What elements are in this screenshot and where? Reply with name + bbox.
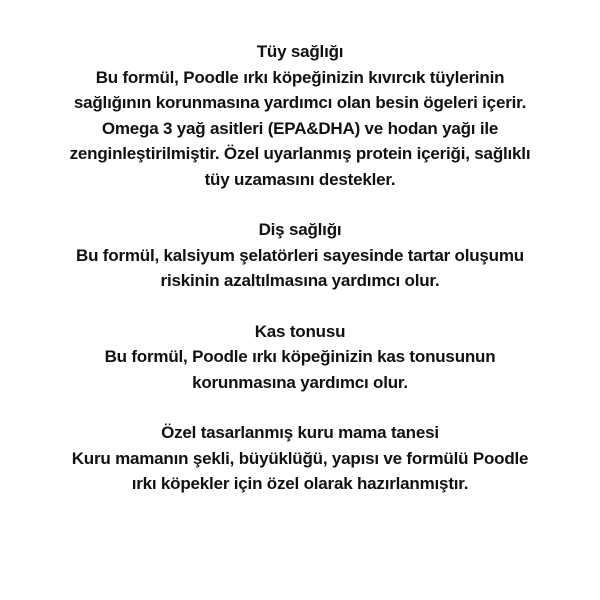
- body-line: Kuru mamanın şekli, büyüklüğü, yapısı ve formülü Poodle: [71, 448, 529, 468]
- body-line: sağlığının korunmasına yardımcı olan besin ögeleri içerir.: [73, 93, 527, 112]
- section-kibble: [0, 420, 600, 497]
- body-line: zenginleştirilmiştir. Özel uyarlanmış protein içeriği, sağlıklı: [69, 144, 531, 163]
- body-line: Bu formül, kalsiyum şelatörleri sayesinde tartar oluşumu: [76, 245, 524, 265]
- body-line: korunmasına yardımcı olur.: [192, 372, 408, 392]
- body-line: ırkı köpekler için özel olarak hazırlanmıştır.: [131, 474, 469, 493]
- section-title: Tüy sağlığı: [256, 42, 344, 61]
- section-muscle-tone: [0, 319, 600, 396]
- body-line: riskinin azaltılmasına yardımcı olur.: [160, 271, 440, 290]
- body-line: Bu formül, Poodle ırkı köpeğinizin kas tonusunun: [104, 347, 496, 366]
- section-coat-health: [0, 39, 600, 192]
- section-title: Diş sağlığı: [258, 220, 342, 239]
- body-line: tüy uzamasını destekler.: [204, 169, 396, 189]
- section-title: Kas tonusu: [254, 321, 346, 341]
- body-line: Omega 3 yağ asitleri (EPA&DHA) ve hodan yağı ile: [101, 118, 499, 138]
- body-line: Bu formül, Poodle ırkı köpeğinizin kıvırcık tüylerinin: [95, 67, 505, 87]
- section-dental-health: [0, 217, 600, 294]
- section-title: Özel tasarlanmış kuru mama tanesi: [161, 423, 439, 442]
